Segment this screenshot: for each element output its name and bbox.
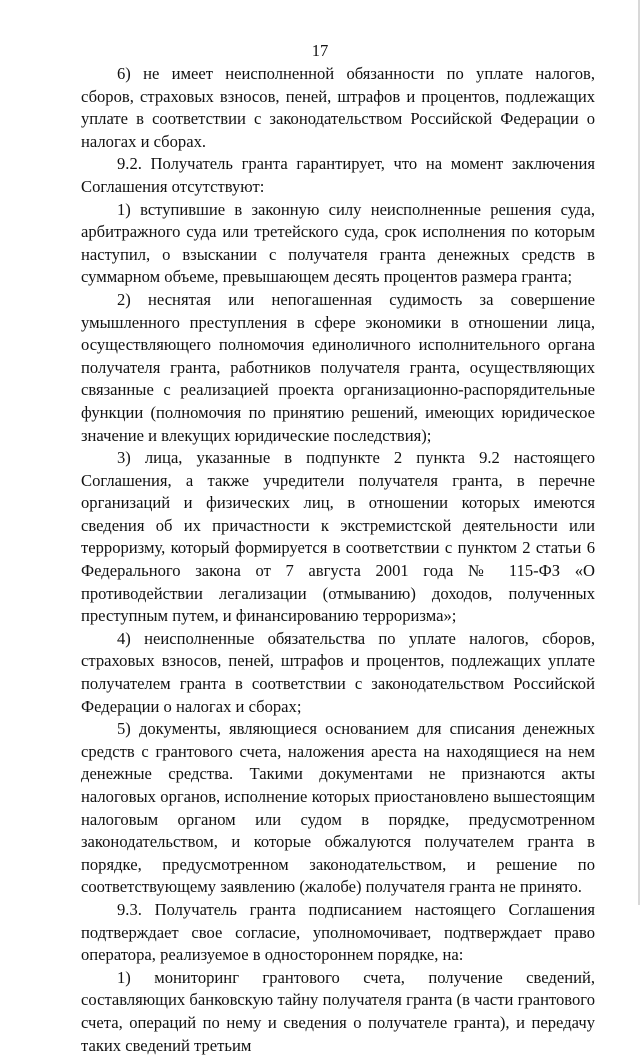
paragraph-item-6-tax-obligations: 6) не имеет неисполненной обязанности по уплате налогов, сборов, страховых взносов, пеней, штрафов и процентов, подлежащих уплате в соответствии с законодательством Российской Федерации о налогах и сборах. — [81, 64, 595, 151]
paragraph-item-1-court-decisions: 1) вступившие в законную силу неисполненные решения суда, арбитражного суда или третейского суда, срок исполнения по которым наступил, о взыскании с получателя гранта денежных средств в суммарном объеме, превышающем десять процентов размера гранта; — [81, 199, 595, 287]
paragraph-item-5-debit-documents: 5) документы, являющиеся основанием для списания денежных средств с грантового счета, наложения ареста на находящиеся на нем денежные средства. Такими документами не признаются акты налоговых органов, исполнение которых приостановлено вышестоящим налоговым органом или судом в порядке, предусмотренном законодательством, и которые обжалуются получателем гранта в порядке, предусмотренном законодательством, и решение по соответствующему заявлению (жалобе) получателя гранта не принято. — [81, 719, 595, 897]
paragraph-item-1-account-monitoring: 1) мониторинг грантового счета, получение сведений, составляющих банковскую тайну получателя гранта (в части грантового счета, операций по нему и сведения о получателе гранта), и передачу таких сведений третьим — [81, 967, 595, 1055]
paragraph-item-4-unpaid-taxes: 4) неисполненные обязательства по уплате налогов, сборов, страховых взносов, пеней, штрафов и процентов, подлежащих уплате получателем гранта в соответствии с законодательством Российской Федерации о налогах и сборах; — [81, 628, 595, 716]
paragraph-item-2-criminal-record: 2) неснятая или непогашенная судимость за совершение умышленного преступления в сфере экономики в отношении лица, осуществляющего полномочия единоличного исполнительного органа получателя гранта, работников получателя гранта, осуществляющих связанные с реализацией проекта организационно-распорядительные функции (полномочия по принятию решений, имеющих юридическое значение и влекущих юридические последствия); — [81, 289, 595, 445]
paragraph-section-9-2: 9.2. Получатель гранта гарантирует, что на момент заключения Соглашения отсутствуют: — [81, 154, 595, 196]
page-number: 17 — [311, 41, 329, 60]
paragraph-item-3-extremism-list: 3) лица, указанные в подпункте 2 пункта 9.2 настоящего Соглашения, а также учредители получателя гранта, в перечне организаций и физических лиц, в отношении которых имеются сведения об их причастности к экстремистской деятельности или терроризму, который формируется в соответствии с пунктом 2 статьи 6 Федерального закона от 7 августа 2001 года № 115-ФЗ «О противодействии легализации (отмыванию) доходов, полученных преступным путем, и финансированию терроризма»; — [81, 448, 595, 626]
paragraph-section-9-3: 9.3. Получатель гранта подписанием настоящего Соглашения подтверждает свое согласие, уполномочивает, подтверждает право оператора, реализуемое в одностороннем порядке, на: — [81, 899, 595, 965]
document-body — [81, 63, 595, 1057]
